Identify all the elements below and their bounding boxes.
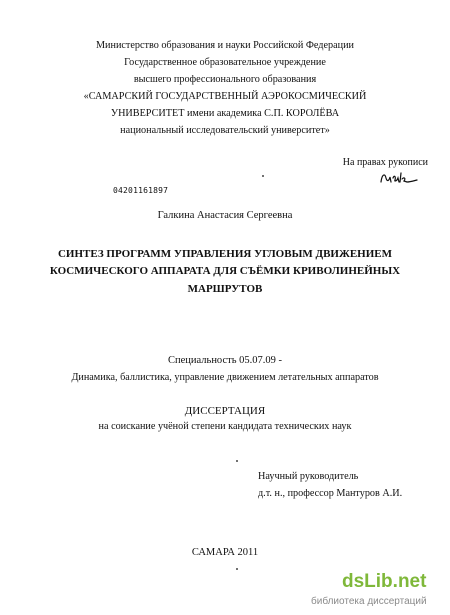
document-number: 04201161897 bbox=[113, 186, 169, 195]
scan-speck bbox=[236, 568, 238, 570]
title-line-3: МАРШРУТОВ bbox=[187, 283, 263, 295]
ministry-line-6: национальный исследовательский университет» bbox=[120, 125, 330, 136]
handwritten-signature bbox=[379, 170, 419, 186]
specialty-code: Специальность 05.07.09 - bbox=[168, 355, 282, 366]
degree-line: на соискание учёной степени кандидата технических наук bbox=[98, 421, 352, 432]
scan-speck bbox=[236, 460, 238, 462]
specialty-name: Динамика, баллистика, управление движением летательных аппаратов bbox=[71, 372, 379, 383]
scan-speck bbox=[262, 175, 264, 177]
watermark-logo: dsLib.net bbox=[342, 571, 427, 592]
title-line-2: КОСМИЧЕСКОГО АППАРАТА ДЛЯ СЪЁМКИ КРИВОЛИНЕЙНЫХ bbox=[49, 265, 401, 277]
author-name: Галкина Анастасия Сергеевна bbox=[157, 210, 293, 221]
supervisor-name: д.т. н., профессор Мантуров А.И. bbox=[258, 488, 403, 499]
title-line-1: СИНТЕЗ ПРОГРАММ УПРАВЛЕНИЯ УГЛОВЫМ ДВИЖЕНИЕМ bbox=[57, 248, 393, 260]
ministry-line-4: «САМАРСКИЙ ГОСУДАРСТВЕННЫЙ АЭРОКОСМИЧЕСКИЙ bbox=[83, 91, 367, 102]
ministry-line-5: УНИВЕРСИТЕТ имени академика С.П. КОРОЛЁВА bbox=[110, 108, 340, 119]
supervisor-label: Научный руководитель bbox=[258, 471, 359, 482]
ministry-line-3: высшего профессионального образования bbox=[133, 74, 317, 85]
dissertation-heading: ДИССЕРТАЦИЯ bbox=[184, 405, 266, 417]
ministry-line-2: Государственное образовательное учреждение bbox=[124, 57, 326, 68]
ministry-line-1: Министерство образования и науки Российской Федерации bbox=[95, 40, 354, 51]
watermark-subtitle: библиотека диссертаций bbox=[311, 596, 427, 607]
rights-note: На правах рукописи bbox=[342, 157, 428, 168]
city-year: САМАРА 2011 bbox=[191, 547, 259, 558]
